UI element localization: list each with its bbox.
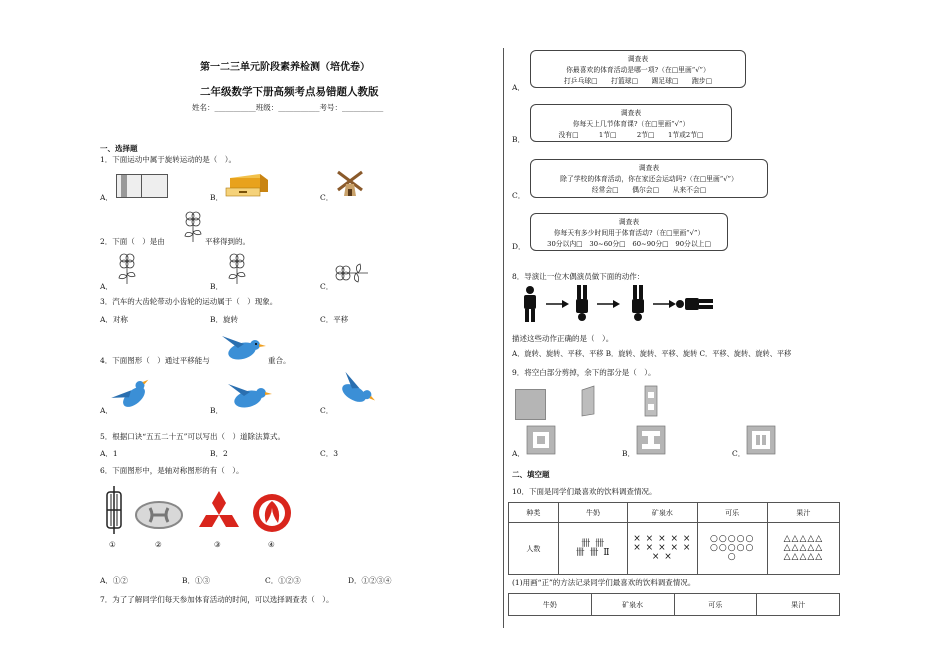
cola-marks-line-1: ○○○○○ xyxy=(710,534,755,544)
q2-text-prefix: 2．下面（ ）是由 xyxy=(100,237,165,246)
q6-text: 6．下面图形中，是轴对称图形的有（ ）。 xyxy=(100,466,244,475)
table-header-water: 矿泉水 xyxy=(628,503,697,523)
dongfeng-logo-image xyxy=(250,493,294,533)
survey-card-a[interactable] xyxy=(530,50,746,88)
survey-b-question: 你每天上几节体育课?（在□里画“√”） xyxy=(572,120,690,128)
column-divider xyxy=(503,48,504,628)
q4-option-a[interactable]: A． xyxy=(100,406,113,415)
milk-tally-cell xyxy=(558,523,627,575)
survey-c-title: 调查表 xyxy=(638,164,660,172)
water-marks-line-1: × × × × × xyxy=(633,534,692,544)
drawer-image xyxy=(224,170,270,200)
q8-question: 描述这些动作正确的是（ ）。 xyxy=(512,334,614,343)
tally-record-table xyxy=(508,593,840,616)
juice-marks-cell xyxy=(767,523,839,575)
q1-option-a[interactable]: A． xyxy=(100,193,113,202)
hyundai-logo-image xyxy=(134,500,184,530)
paper-folded-image xyxy=(580,384,598,418)
q8-options[interactable]: A．旋转、旋转、平移、平移 B．旋转、旋转、平移、旋转 C．平移、旋转、旋转、平移 xyxy=(512,349,792,358)
cut-result-a-image xyxy=(526,425,556,455)
q10-text: 10．下面是同学们最喜欢的饮料调查情况。 xyxy=(512,487,657,496)
q2-text-suffix: 平移得到的。 xyxy=(205,237,250,246)
survey-d-options: 30分以内□ 30~60分□ 60~90分□ 90分以上□ xyxy=(547,240,711,248)
survey-c-question: 除了学校的体育活动，你在家还会运动吗?（在□里画“√”） xyxy=(560,175,738,183)
survey-a-question: 你最喜欢的体育活动是哪一项?（在□里画“√”） xyxy=(566,66,710,74)
survey-card-d[interactable] xyxy=(530,213,728,251)
record-header-milk: 牛奶 xyxy=(509,594,592,616)
bird-option-a-icon xyxy=(114,380,154,414)
q9-option-a[interactable]: A． xyxy=(512,449,525,458)
milk-tally-line-2: 卌 卌 Ⅱ xyxy=(575,547,611,558)
table-header-milk: 牛奶 xyxy=(558,503,627,523)
water-marks-cell xyxy=(628,523,697,575)
survey-card-c[interactable] xyxy=(530,159,768,198)
section-choice-title: 一、选择题 xyxy=(100,144,138,153)
q5-option-b[interactable]: B．2 xyxy=(210,449,228,458)
q4-text-prefix: 4．下面图形（ ）通过平移能与 xyxy=(100,356,210,365)
paper-square-image xyxy=(515,389,546,420)
cola-marks-line-3: ○ xyxy=(727,552,737,562)
q1-option-b[interactable]: B． xyxy=(210,193,224,202)
water-marks-line-2: × × × × × xyxy=(633,543,692,553)
q6-label-2: ② xyxy=(155,540,162,549)
q2-option-c[interactable]: C． xyxy=(320,282,334,291)
flower-option-a-icon xyxy=(114,252,140,286)
q6-label-4: ④ xyxy=(268,540,275,549)
windmill-image xyxy=(334,168,366,198)
record-header-juice: 果汁 xyxy=(757,594,840,616)
sliding-door-image xyxy=(116,174,168,198)
q4-text-suffix: 重合。 xyxy=(268,356,291,365)
bird-option-c-icon xyxy=(334,376,374,410)
q9-text: 9．将空白部分剪掉，余下的部分是（ ）。 xyxy=(512,368,656,377)
q7-option-a-label[interactable]: A． xyxy=(512,83,525,92)
page-title: 第一二三单元阶段素养检测（培优卷） xyxy=(200,62,370,73)
q2-option-b[interactable]: B． xyxy=(210,282,224,291)
table-header-cola: 可乐 xyxy=(697,503,767,523)
q6-label-3: ③ xyxy=(214,540,221,549)
survey-d-title: 调查表 xyxy=(618,218,640,226)
q7-option-c-label[interactable]: C． xyxy=(512,191,526,200)
bird-reference-icon xyxy=(220,334,266,364)
student-info-line: 姓名：___________班级：___________考号：___________ xyxy=(192,103,384,112)
survey-d-question: 你每天有多少时间用于体育活动?（在□里画“√”） xyxy=(553,229,705,237)
survey-c-options: 经常会□ 偶尔会□ 从来不会□ xyxy=(591,186,707,194)
q9-option-c[interactable]: C． xyxy=(732,449,746,458)
beverage-survey-table xyxy=(508,502,840,575)
q4-option-c[interactable]: C． xyxy=(320,406,334,415)
q7-option-d-label[interactable]: D． xyxy=(512,242,526,251)
q5-option-c[interactable]: C．3 xyxy=(320,449,339,458)
q6-label-1: ① xyxy=(109,540,116,549)
mitsubishi-logo-image xyxy=(196,491,242,533)
juice-marks-line-3: △△△△△ xyxy=(783,552,824,562)
q3-option-b[interactable]: B．旋转 xyxy=(210,315,239,324)
survey-b-options: 没有□ 1节□ 2节□ 1节或2节□ xyxy=(558,131,704,139)
cut-result-b-image xyxy=(636,425,666,455)
q5-option-a[interactable]: A．1 xyxy=(100,449,118,458)
q1-text: 1．下面运动中属于旋转运动的是（ ）。 xyxy=(100,155,237,164)
record-header-water: 矿泉水 xyxy=(591,594,674,616)
section-fill-title: 二、填空题 xyxy=(512,470,550,479)
page-subtitle: 二年级数学下册高频考点易错题人教版 xyxy=(200,87,379,98)
paper-cut-image xyxy=(643,384,659,418)
q8-text: 8．导演让一位木偶演员做下面的动作： xyxy=(512,272,645,281)
lincoln-logo-image xyxy=(104,486,124,534)
table-header-kind: 种类 xyxy=(509,503,559,523)
q6-option-b[interactable]: B．①③ xyxy=(182,576,211,585)
q7-option-b-label[interactable]: B． xyxy=(512,135,526,144)
puppet-actions-figure xyxy=(520,285,770,323)
q10-sub1-text: (1)用画“正”的方法记录同学们最喜欢的饮料调查情况。 xyxy=(512,578,696,587)
q6-option-a[interactable]: A．①② xyxy=(100,576,128,585)
cola-marks-line-2: ○○○○○ xyxy=(710,543,755,553)
q6-option-c[interactable]: C．①②③ xyxy=(265,576,301,585)
q7-text: 7．为了了解同学们每天参加体育活动的时间，可以选择调查表（ ）。 xyxy=(100,595,334,604)
q3-text: 3．汽车的大齿轮带动小齿轮的运动属于（ ）现象。 xyxy=(100,297,278,306)
bird-option-b-icon xyxy=(226,382,270,412)
table-header-juice: 果汁 xyxy=(767,503,839,523)
water-marks-line-3: × × xyxy=(651,552,673,562)
table-row-label: 人数 xyxy=(509,523,559,575)
q4-option-b[interactable]: B． xyxy=(210,406,224,415)
q3-option-c[interactable]: C．平移 xyxy=(320,315,349,324)
q5-text: 5．根据口诀“五五二十五”可以写出（ ）道除法算式。 xyxy=(100,432,285,441)
q9-option-b[interactable]: B． xyxy=(622,449,636,458)
survey-a-title: 调查表 xyxy=(627,55,649,63)
survey-card-b[interactable] xyxy=(530,104,732,142)
juice-marks-line-1: △△△△△ xyxy=(783,534,824,544)
cola-marks-cell xyxy=(697,523,767,575)
flower-reference-icon xyxy=(182,210,204,244)
q1-option-c[interactable]: C． xyxy=(320,193,334,202)
milk-tally-line-1: 卌 卌 xyxy=(581,538,605,549)
flower-rotated-icon xyxy=(334,262,372,284)
juice-marks-line-2: △△△△△ xyxy=(783,543,824,553)
q3-option-a[interactable]: A．对称 xyxy=(100,315,128,324)
survey-a-options: 打乒乓球□ 打篮球□ 踢足球□ 跑步□ xyxy=(563,77,713,85)
survey-b-title: 调查表 xyxy=(620,109,642,117)
cut-result-c-image xyxy=(746,425,776,455)
q2-option-a[interactable]: A． xyxy=(100,282,113,291)
record-header-cola: 可乐 xyxy=(674,594,757,616)
q6-option-d[interactable]: D．①②③④ xyxy=(348,576,392,585)
flower-option-b-icon xyxy=(224,252,250,286)
